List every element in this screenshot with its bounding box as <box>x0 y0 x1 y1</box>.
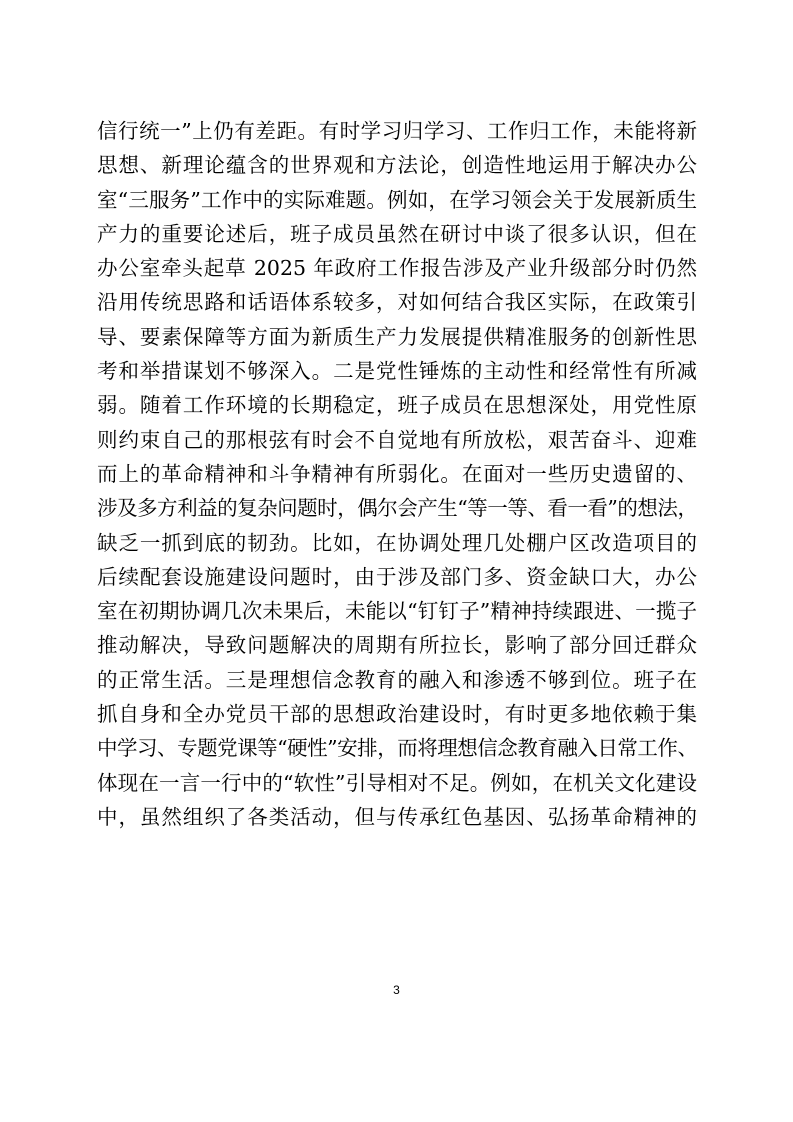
text-line: 思想、新理论蕴含的世界观和方法论，创造性地运用于解决办公 <box>97 153 697 178</box>
text-line: 室“三服务”工作中的实际难题。例如，在学习领会关于发展新质生 <box>97 187 697 212</box>
text-line: 则约束自己的那根弦有时会不自觉地有所放松，艰苦奋斗、迎难 <box>97 427 697 452</box>
text-line: 抓自身和全办党员干部的思想政治建设时，有时更多地依赖于集 <box>97 702 697 727</box>
text-line: 后续配套设施建设问题时，由于涉及部门多、资金缺口大，办公 <box>97 564 697 589</box>
text-line: 导、要素保障等方面为新质生产力发展提供精准服务的创新性思 <box>97 324 697 349</box>
text-line: 办公室牵头起草 2025 年政府工作报告涉及产业升级部分时仍然 <box>97 256 697 281</box>
body-text <box>97 114 697 834</box>
text-line: 信行统一”上仍有差距。有时学习归学习、工作归工作，未能将新 <box>97 119 697 143</box>
text-line: 缺乏一抓到底的韧劲。比如，在协调处理几处棚户区改造项目的 <box>97 530 697 555</box>
text-line: 弱。随着工作环境的长期稳定，班子成员在思想深处，用党性原 <box>97 393 697 418</box>
text-line: 中学习、专题党课等“硬性”安排，而将理想信念教育融入日常工作、 <box>97 736 698 761</box>
text-line: 考和举措谋划不够深入。二是党性锤炼的主动性和经常性有所减 <box>97 359 697 384</box>
page-number: 3 <box>393 983 400 997</box>
text-line: 而上的革命精神和斗争精神有所弱化。在面对一些历史遗留的、 <box>97 461 697 486</box>
text-line: 体现在一言一行中的“软性”引导相对不足。例如，在机关文化建设 <box>97 770 697 795</box>
text-line: 室在初期协调几次未果后，未能以“钉钉子”精神持续跟进、一揽子 <box>97 599 697 624</box>
text-line: 涉及多方利益的复杂问题时，偶尔会产生“等一等、看一看”的想法， <box>97 496 698 521</box>
text-line: 产力的重要论述后，班子成员虽然在研讨中谈了很多认识，但在 <box>97 221 697 246</box>
text-line: 的正常生活。三是理想信念教育的融入和渗透不够到位。班子在 <box>97 667 697 692</box>
text-line: 沿用传统思路和话语体系较多，对如何结合我区实际，在政策引 <box>97 290 697 315</box>
text-line: 推动解决，导致问题解决的周期有所拉长，影响了部分回迁群众 <box>97 633 697 658</box>
text-line: 中，虽然组织了各类活动，但与传承红色基因、弘扬革命精神的 <box>97 804 697 829</box>
